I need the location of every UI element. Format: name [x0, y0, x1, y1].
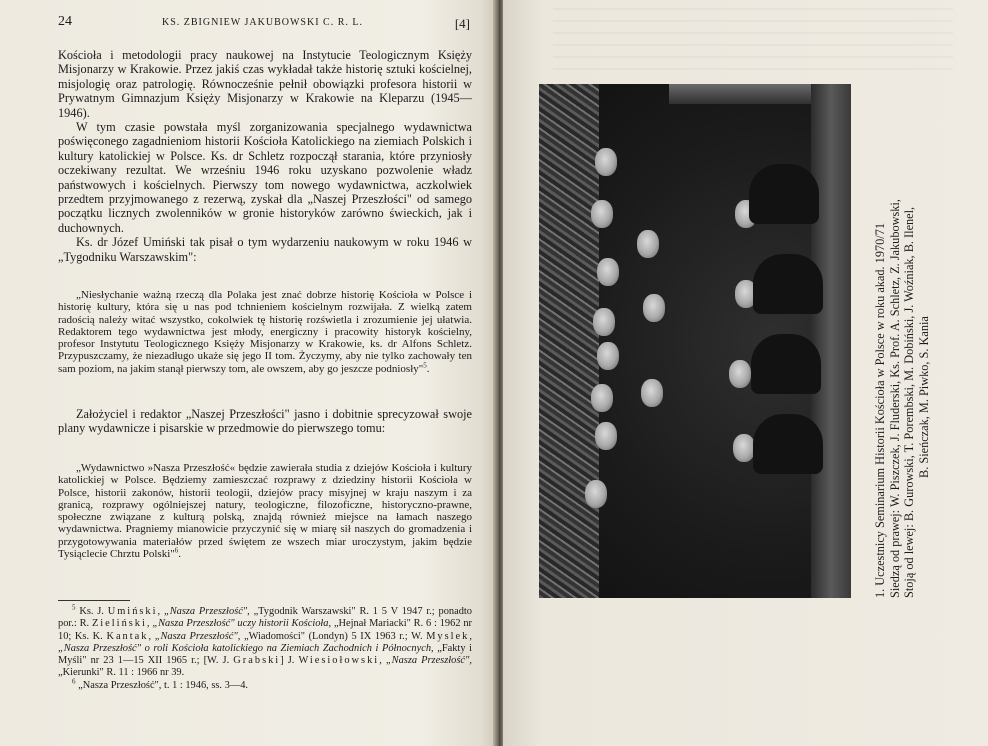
photo-face [733, 434, 755, 462]
photo-wall [811, 84, 851, 598]
caption-line-2: Siedzą od prawej: W. Piszczek, J. Fluderski, Ks. Prof. A. Schletz, Z. Jakubowski, [887, 199, 902, 598]
footnote-5: $^5$ Ks. J. Umiński, „Nasza Przeszłość", „Tygodnik Warszawski" R. 1 5 V 1947 r.; ponadto por.: R. Zieliński, „Nasza Przeszłość" uczy historii Kościoła, „Hejnał Mariacki" R. 6 : 1962 nr 10; Ks. K. Kantak, „Nasza Przeszłość", „Wiadomości" (Londyn) 5 IX 1963 r.; W. Myslek, „Nasza Przeszłość" o roli Kościoła katolickiego na Ziemiach Zachodnich i Północnych, „Fakty i Myśli" nr 23 1—15 XII 1965 r.; [W. J. Grabski] J. Wiesiołowski, „Nasza Przeszłość", „Kierunki" R. 11 : 1966 nr 39. [58, 603, 472, 679]
caption-line-1: 1. Uczestnicy Seminarium Historii Kościoła w Polsce w roku akad. 1970/71 [873, 223, 887, 598]
photo-face [595, 422, 617, 450]
running-head: KS. ZBIGNIEW JAKUBOWSKI C. R. L. [162, 17, 363, 28]
paragraph-4: Założyciel i redaktor „Naszej Przeszłości" jasno i dobitnie sprecyzował swoje plany wydawnicze i pisarskie w przedmowie do pierwszego tomu: [58, 407, 472, 436]
paragraph-3: Ks. dr Józef Umiński tak pisał o tym wydarzeniu naukowym w roku 1946 w „Tygodniku Warszawskim": [58, 235, 472, 264]
quote-1-ref: 5 [423, 361, 427, 370]
quote-2-ref: 6 [174, 546, 179, 555]
photo-face [585, 480, 607, 508]
quote-2-text: „Wydawnictwo »Nasza Przeszłość« będzie zawierała studia z dziejów Kościoła i kultury katolickiej w Polsce. Będziemy zamieszczać rozprawy z dziedziny historii Kościoła w Polsce, historii zakonów, historii teologii, dziejów pracy misyjnej w kraju naszym i za granicą, rozprawy ogólniejszej natury, teologiczne, filozoficzne, historyczno-prawne, społeczne związane z kulturą polską, znajdą również miejsce na łamach naszego wydawnictwa. Pragniemy mianowicie przyczynić się w miarę sił naszych do gromadzenia i przygotowywania materiałów przed świętem ze wszech miar uroczystym, jakim będzie Tysiąclecie Chrztu Polski" [58, 462, 472, 561]
photo-face [641, 379, 663, 407]
footnote-rule [58, 600, 130, 601]
paragraph-1: Kościoła i metodologii pracy naukowej na Instytucie Teologicznym Księży Misjonarzy w Krakowie. Przez jakiś czas wykładał także historię sztuki kościelnej, misjologię oraz patrologię. Równocześnie pełnił obowiązki profesora historii w Prywatnym Gimnazjum Księży Misjonarzy w Krakowie na Kleparzu (1945—1946). [58, 48, 472, 120]
photo-face [729, 360, 751, 388]
right-page [503, 0, 988, 746]
photo-face [597, 258, 619, 286]
photo-window [669, 84, 819, 104]
caption-line-4: B. Sieńczak, M. Piwko, S. Kania [916, 316, 931, 478]
photo-caption [873, 84, 963, 598]
page-header [58, 14, 470, 34]
photo-figure [753, 414, 823, 474]
caption-line-3: Stoją od lewej: B. Gurowski, T. Porembski, M. Dobiński, J. Woźniak, B. Ilenel, [902, 206, 916, 598]
photo-face [637, 230, 659, 258]
footnotes [58, 603, 472, 692]
photo-face [643, 294, 665, 322]
photo-face [595, 148, 617, 176]
section-mark: [4] [454, 16, 470, 31]
photo-figure [751, 334, 821, 394]
photo-face [593, 308, 615, 336]
quote-block-1: „Niesłychanie ważną rzeczą dla Polaka jest znać dobrze historię Kościoła w Polsce i historię kultury, która się u nas pod tchnieniem kościelnym rozwijała. Z wielką zatem radością należy witać wszystko, cokolwiek tę historię rozświetla i zrozumienie jej ułatwia. Redaktorem tego wydawnictwa jest młody, energiczny i pracowity historyk kościelny, profesor Instytutu Teologicznego Księży Misjonarzy w Krakowie, ks. dr Alfons Schletz. Przypuszczamy, że niezadługo ukaże się jego II tom. Życzymy, aby nie tylko zachowały ten sam poziom, na jakim stanął pierwszy tom, ale owszem, aby go jeszcze podniosły"$^5$. [58, 289, 472, 375]
paragraph-2: W tym czasie powstała myśl zorganizowania specjalnego wydawnictwa poświęconego zagadnieniom historii Kościoła Katolickiego na ziemiach Polskich i kultury katolickiej w Polsce. Ks. dr Schletz rozpoczął starania, które przyniosły oczekiwany rezultat. We wrześniu 1946 roku uzyskano pozwolenie władz państwowych i kościelnych. Pierwszy tom nowego wydawnictwa, aczkolwiek przedtem przyjmowanego z rezerwą, zyskał dla „Naszej Przeszłości" od samego początku licznych zwolenników w gronie historyków zarówno świeckich, jak i duchownych. [58, 120, 472, 235]
page-number: 24 [58, 14, 72, 29]
photo-figure [753, 254, 823, 314]
body-text [58, 48, 472, 264]
quote-block-2: „Wydawnictwo »Nasza Przeszłość« będzie zawierała studia z dziejów Kościoła i kultury katolickiej w Polsce. Będziemy zamieszczać rozprawy z dziedziny historii Kościoła w Polsce, historii zakonów, historii teologii, dziejów pracy misyjnej w kraju naszym i za granicą, rozprawy ogólniejszej natury, teologiczne, filozoficzne, historyczno-prawne, społeczne związane z kulturą polską, znajdą również miejsce na łamach naszego wydawnictwa. Pragniemy mianowicie przyczynić się w miarę sił naszych do gromadzenia i przygotowywania materiałów przed świętem ze wszech miar uroczystym, jakim będzie Tysiąclecie Chrztu Polski"$^6$. [58, 462, 472, 561]
paragraph-4-block [58, 407, 472, 436]
footnote-6: $^6$ „Nasza Przeszłość", t. 1 : 1946, ss. 3—4. [72, 677, 248, 691]
photo-face [591, 384, 613, 412]
photo-face [597, 342, 619, 370]
quote-1-text: „Niesłychanie ważną rzeczą dla Polaka jest znać dobrze historię Kościoła w Polsce i historię kultury, która się u nas pod tchnieniem kościelnym rozwijała. Z wielką zatem radością należy witać wszystko, cokolwiek tę historię rozświetla i zrozumienie jej ułatwia. Redaktorem tego wydawnictwa jest młody, energiczny i pracowity historyk kościelny, profesor Instytutu Teologicznego Księży Misjonarzy w Krakowie, ks. dr Alfons Schletz. Przypuszczamy, że niezadługo ukaże się jego II tom. Życzymy, aby nie tylko zachowały ten sam poziom, na jakim stanął pierwszy tom, ale owszem, aby go jeszcze podniosły" [58, 289, 472, 375]
photo-foliage [539, 84, 599, 598]
show-through-text [553, 8, 953, 78]
group-photograph [539, 84, 851, 598]
photo-figure [749, 164, 819, 224]
photo-face [591, 200, 613, 228]
